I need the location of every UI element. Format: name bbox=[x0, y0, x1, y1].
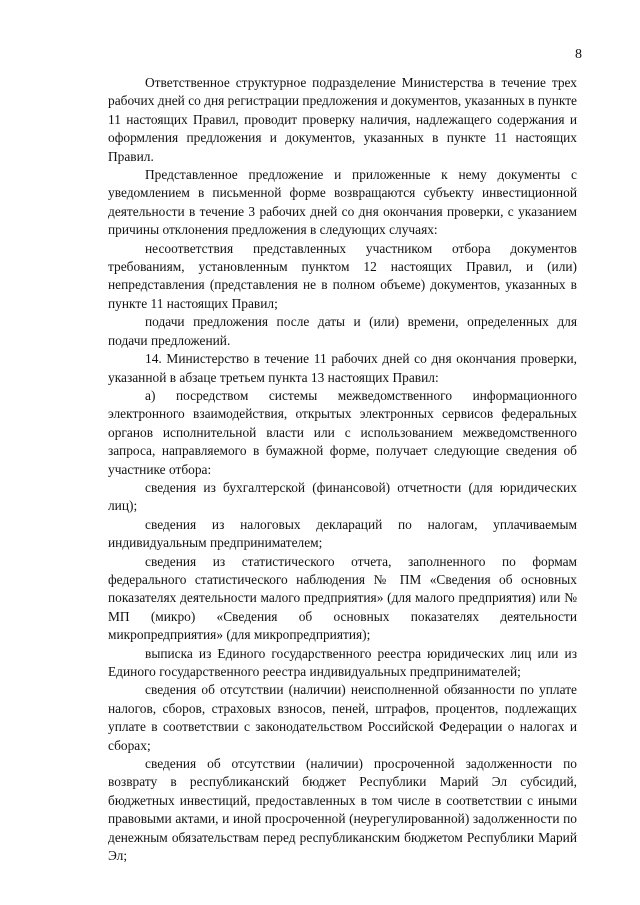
paragraph-item-14: 14. Министерство в течение 11 рабочих дней со дня окончания проверки, указанной в абзаце третьем пункта 13 настоящих Правил: bbox=[108, 351, 577, 385]
paragraph-case-late-submission: подачи предложения после даты и (или) времени, определенных для подачи предложений. bbox=[108, 314, 577, 348]
paragraph-overdue-debt: сведения об отсутствии (наличии) просроченной задолженности по возврату в республиканский бюджет Республики Марий Эл субсидий, бюджетных инвестиций, предоставленных в том числе в соответствии с иными правовыми актами, и иной просроченной (неурегулированной) задолженности по денежным обязательствам перед республиканским бюджетом Республики Марий Эл; bbox=[108, 756, 577, 864]
paragraph-statistical-report: сведения из статистического отчета, заполненного по формам федерального статистического наблюдения № ПМ «Сведения об основных показателях деятельности малого предприятия» (для малого предприятия) или № МП (микро) «Сведения об основных показателях деятельности микропредприятия» (для микропредприятия); bbox=[108, 553, 577, 643]
paragraph-return-conditions: Представленное предложение и приложенные к нему документы с уведомлением в письменной форме возвращаются субъекту инвестиционной деятельности в течение 3 рабочих дней со дня окончания проверки, с указанием причины отклонения предложения в следующих случаях: bbox=[108, 167, 577, 238]
paragraph-tax-obligations: сведения об отсутствии (наличии) неисполненной обязанности по уплате налогов, сборов, страховых взносов, пеней, штрафов, процентов, подлежащих уплате в соответствии с законодательством Российской Федерации о налогах и сборах; bbox=[108, 682, 577, 753]
page-number: 8 bbox=[575, 47, 582, 62]
paragraph-tax-declarations: сведения из налоговых деклараций по налогам, уплачиваемым индивидуальным предпринимателем; bbox=[108, 516, 577, 551]
paragraph-case-nonconformity: несоответствия представленных участником отбора документов требованиям, установленным пунктом 12 настоящих Правил, и (или) непредставления (представления не в полном объеме) документов, указанных в пункте 11 настоящих Правил; bbox=[108, 240, 577, 311]
document-body bbox=[108, 74, 577, 865]
paragraph-registry-extract: выписка из Единого государственного реестра юридических лиц или из Единого государственного реестра индивидуальных предпринимателей; bbox=[108, 645, 577, 679]
paragraph-item-14a: а) посредством системы межведомственного информационного электронного взаимодействия, открытых электронных сервисов федеральных органов исполнительной власти или с использованием межведомственного запроса, направляемого в бумажной форме, получает следующие сведения об участнике отбора: bbox=[108, 387, 577, 477]
paragraph-accounting-info: сведения из бухгалтерской (финансовой) отчетности (для юридических лиц); bbox=[108, 479, 577, 514]
paragraph-verification: Ответственное структурное подразделение Министерства в течение трех рабочих дней со дня регистрации предложения и документов, указанных в пункте 11 настоящих Правил, проводит проверку наличия, надлежащего содержания и оформления предложения и документов, указанных в пункте 11 настоящих Правил. bbox=[108, 75, 577, 164]
